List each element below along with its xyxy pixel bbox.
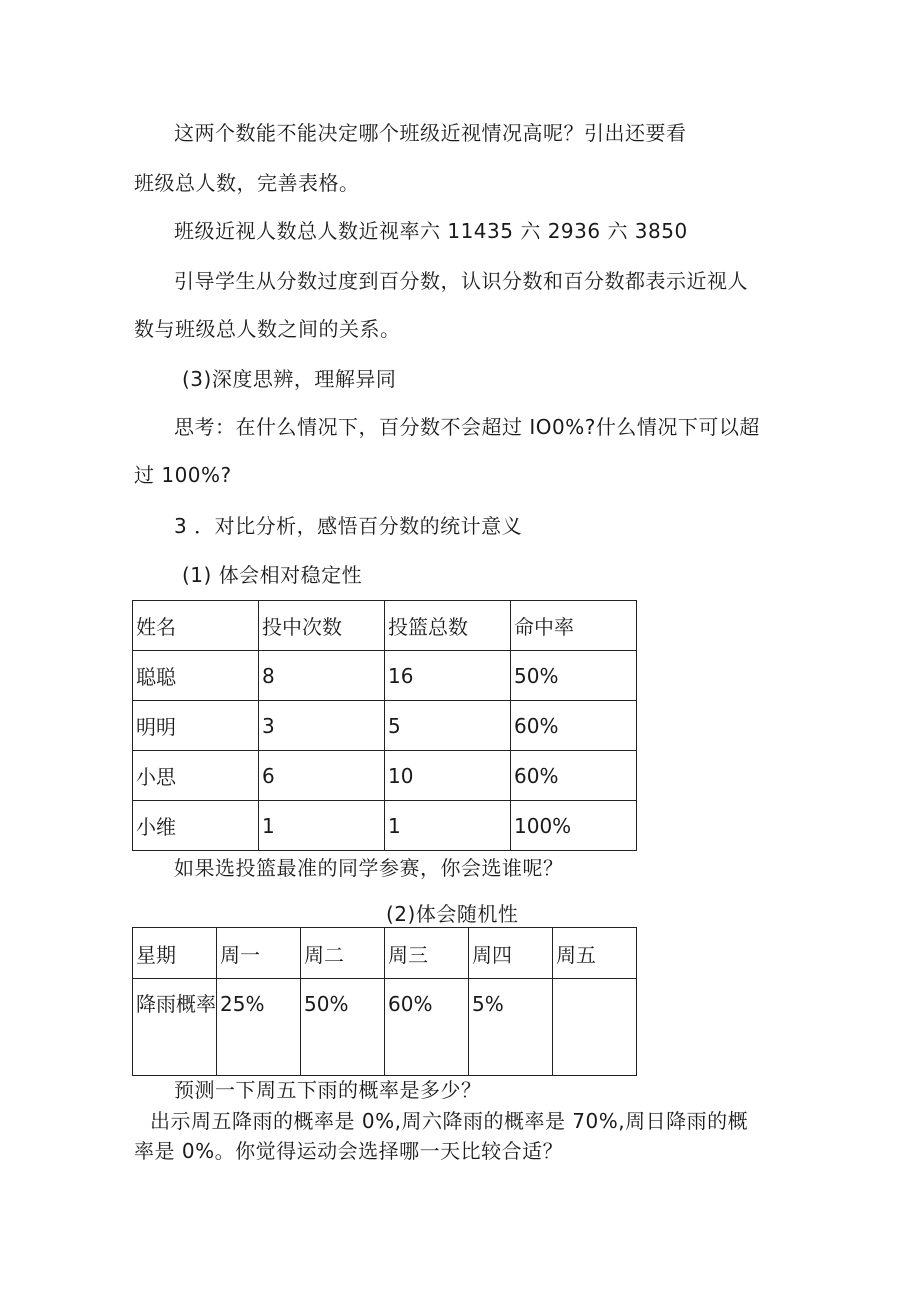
subsection-heading: (2)体会随机性 bbox=[386, 902, 519, 926]
table-cell: 10 bbox=[385, 751, 511, 801]
table-cell: 60% bbox=[385, 979, 469, 1076]
table-cell: 聪聪 bbox=[133, 651, 259, 701]
table-cell: 1 bbox=[385, 801, 511, 851]
table-cell: 50% bbox=[511, 651, 637, 701]
table-cell: 60% bbox=[511, 701, 637, 751]
paragraph-line: 思考：在什么情况下，百分数不会超过 IO0%?什么情况下可以超 bbox=[174, 415, 760, 439]
table-row bbox=[133, 701, 637, 751]
table-header-cell: 周一 bbox=[217, 928, 301, 979]
paragraph-line: 班级总人数，完善表格。 bbox=[134, 171, 360, 195]
shooting-table bbox=[132, 600, 637, 851]
table-header-cell: 星期 bbox=[133, 928, 217, 979]
paragraph-line: 预测一下周五下雨的概率是多少？ bbox=[174, 1078, 482, 1102]
paragraph-line: 这两个数能不能决定哪个班级近视情况高呢？引出还要看 bbox=[174, 121, 687, 145]
table-header-cell: 命中率 bbox=[511, 601, 637, 651]
table-cell: 100% bbox=[511, 801, 637, 851]
table-cell: 5 bbox=[385, 701, 511, 751]
table-cell: 明明 bbox=[133, 701, 259, 751]
table-cell: 降雨概率 bbox=[133, 979, 217, 1076]
table-row bbox=[133, 751, 637, 801]
table-cell: 1 bbox=[259, 801, 385, 851]
table-cell: 5% bbox=[469, 979, 553, 1076]
paragraph-line: 班级近视人数总人数近视率六 11435 六 2936 六 3850 bbox=[174, 219, 688, 243]
table-cell: 3 bbox=[259, 701, 385, 751]
table-row bbox=[133, 979, 637, 1076]
paragraph-line: 率是 0%。你觉得运动会选择哪一天比较合适？ bbox=[134, 1139, 564, 1163]
table-header-cell: 周三 bbox=[385, 928, 469, 979]
section-heading: 3 ．对比分析，感悟百分数的统计意义 bbox=[174, 514, 523, 538]
table-cell: 8 bbox=[259, 651, 385, 701]
section-heading: (3)深度思辨，理解异同 bbox=[182, 367, 397, 391]
paragraph-line: 引导学生从分数过度到百分数，认识分数和百分数都表示近视人 bbox=[174, 269, 748, 293]
table-row bbox=[133, 651, 637, 701]
subsection-heading: (1) 体会相对稳定性 bbox=[182, 563, 363, 587]
table-header-cell: 投中次数 bbox=[259, 601, 385, 651]
table-header-cell: 周五 bbox=[553, 928, 637, 979]
table-header-cell: 姓名 bbox=[133, 601, 259, 651]
table-header-cell: 周二 bbox=[301, 928, 385, 979]
table-header-row bbox=[133, 928, 637, 979]
paragraph-line: 出示周五降雨的概率是 0%,周六降雨的概率是 70%,周日降雨的概 bbox=[150, 1109, 749, 1133]
table-row bbox=[133, 801, 637, 851]
table-header-row bbox=[133, 601, 637, 651]
table-cell: 16 bbox=[385, 651, 511, 701]
table-header-cell: 周四 bbox=[469, 928, 553, 979]
table-cell: 小思 bbox=[133, 751, 259, 801]
paragraph-line: 过 100%? bbox=[134, 463, 232, 487]
table-cell: 6 bbox=[259, 751, 385, 801]
paragraph-line: 如果选投篮最准的同学参赛，你会选谁呢？ bbox=[174, 856, 564, 880]
table-cell: 小维 bbox=[133, 801, 259, 851]
table-cell: 60% bbox=[511, 751, 637, 801]
table-cell bbox=[553, 979, 637, 1076]
table-cell: 50% bbox=[301, 979, 385, 1076]
rain-probability-table bbox=[132, 927, 637, 1076]
table-header-cell: 投篮总数 bbox=[385, 601, 511, 651]
paragraph-line: 数与班级总人数之间的关系。 bbox=[134, 317, 401, 341]
table-cell: 25% bbox=[217, 979, 301, 1076]
